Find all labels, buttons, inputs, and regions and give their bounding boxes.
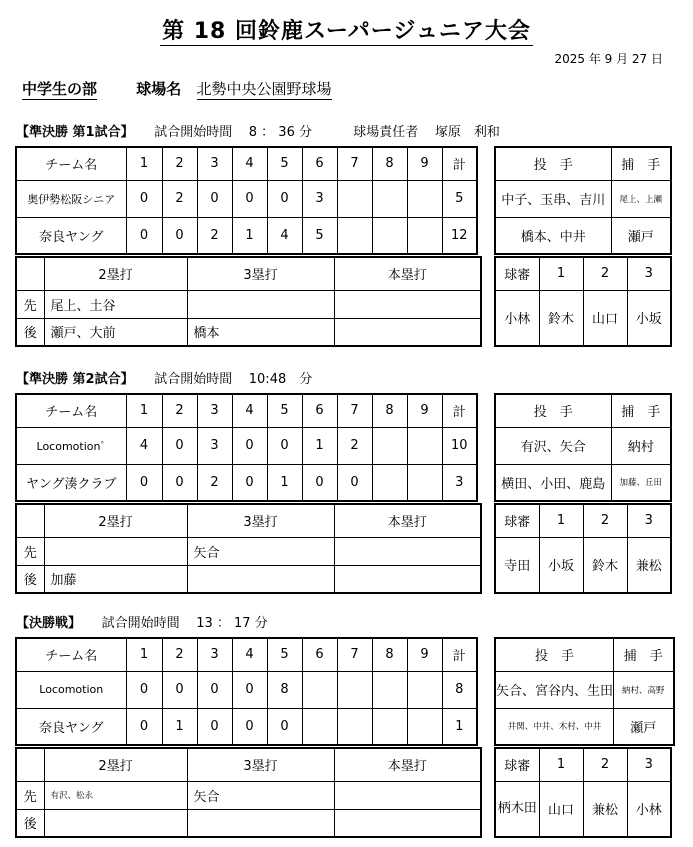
inning-score: 1 <box>162 708 197 745</box>
inning-score: 0 <box>232 464 267 501</box>
inning-score: 2 <box>197 217 232 254</box>
team-name: Locomotionﾟ <box>16 427 126 464</box>
batting-order-label: 先 <box>16 781 44 809</box>
team-name: Locomotion <box>16 671 126 708</box>
umpire-table <box>494 747 672 838</box>
umpire-header: 球審 <box>495 748 539 781</box>
inning-header: 7 <box>337 638 372 671</box>
inning-score: 2 <box>337 427 372 464</box>
start-time: 試合開始時間 8 ： 36 分 <box>133 125 312 140</box>
homerun-hitters <box>334 290 481 318</box>
total-header: 計 <box>442 147 477 180</box>
catcher-header: 捕 手 <box>611 394 671 427</box>
inning-score: 0 <box>232 427 267 464</box>
inning-score <box>337 708 372 745</box>
triple-hitters: 矢合 <box>187 537 334 565</box>
inning-header: 3 <box>197 147 232 180</box>
hits-corner <box>16 748 44 781</box>
batting-order-label: 先 <box>16 537 44 565</box>
triple-hitters <box>187 565 334 593</box>
team-header: チーム名 <box>16 394 126 427</box>
inning-score: 3 <box>197 427 232 464</box>
umpire-name: 鈴木 <box>583 537 627 593</box>
hits-header: 2塁打 <box>44 748 187 781</box>
umpire-table <box>494 256 672 347</box>
triple-hitters: 橋本 <box>187 318 334 346</box>
homerun-hitters <box>334 781 481 809</box>
hits-row <box>16 809 481 837</box>
catchers: 尾上、上瀬 <box>611 180 671 217</box>
inning-score: 0 <box>267 180 302 217</box>
pitcher-header: 投 手 <box>495 638 614 671</box>
homerun-hitters <box>334 318 481 346</box>
inning-header: 2 <box>162 147 197 180</box>
total-header: 計 <box>442 638 477 671</box>
inning-score: 2 <box>197 464 232 501</box>
hits-header: 本塁打 <box>334 748 481 781</box>
inning-score: 0 <box>126 217 162 254</box>
umpire-col-header: 2 <box>583 748 627 781</box>
batting-order-label: 後 <box>16 809 44 837</box>
inning-score <box>337 180 372 217</box>
inning-header: 5 <box>267 394 302 427</box>
hits-corner <box>16 257 44 290</box>
inning-score <box>337 217 372 254</box>
inning-header: 3 <box>197 638 232 671</box>
umpire-row <box>495 781 671 837</box>
venue-line <box>22 78 332 99</box>
pitchers: 中子、玉串、吉川 <box>495 180 611 217</box>
catchers: 納村、高野 <box>614 671 674 708</box>
pitchers: 矢合、宮谷内、生田 <box>495 671 614 708</box>
umpire-name: 小林 <box>627 781 671 837</box>
inning-score: 0 <box>232 180 267 217</box>
inning-score: 0 <box>126 708 162 745</box>
inning-score: 0 <box>232 708 267 745</box>
catchers: 納村 <box>611 427 671 464</box>
umpire-col-header: 3 <box>627 504 671 537</box>
umpire-col-header: 1 <box>539 748 583 781</box>
catchers: 瀬戸 <box>614 708 674 745</box>
hits-row <box>16 290 481 318</box>
umpire-name: 小坂 <box>627 290 671 346</box>
hits-header: 3塁打 <box>187 504 334 537</box>
hits-corner <box>16 504 44 537</box>
inning-header: 9 <box>407 394 442 427</box>
double-hitters <box>44 809 187 837</box>
battery-row <box>495 464 671 501</box>
inning-score: 1 <box>232 217 267 254</box>
inning-header: 2 <box>162 638 197 671</box>
hits-row <box>16 537 481 565</box>
team-total: 8 <box>442 671 477 708</box>
inning-header: 8 <box>372 147 407 180</box>
score-header-row <box>16 147 477 180</box>
battery-row <box>495 217 671 254</box>
inning-score: 0 <box>267 427 302 464</box>
hits-row <box>16 565 481 593</box>
team-row <box>16 427 477 464</box>
inning-header: 1 <box>126 394 162 427</box>
inning-score <box>372 671 407 708</box>
inning-header: 8 <box>372 394 407 427</box>
inning-score: 0 <box>197 180 232 217</box>
venue-name: 北勢中央公園野球場 <box>196 80 332 98</box>
umpire-row <box>495 537 671 593</box>
inning-score: 0 <box>197 708 232 745</box>
inning-score: 1 <box>302 427 337 464</box>
venue-label: 球場名 <box>136 80 182 98</box>
homerun-hitters <box>334 537 481 565</box>
game-header <box>16 121 500 140</box>
battery-row <box>495 671 674 708</box>
umpire-col-header: 2 <box>583 257 627 290</box>
inning-score: 0 <box>162 671 197 708</box>
team-header: チーム名 <box>16 638 126 671</box>
inning-header: 7 <box>337 394 372 427</box>
inning-score <box>337 671 372 708</box>
hits-header: 2塁打 <box>44 257 187 290</box>
umpire-name: 寺田 <box>495 537 539 593</box>
team-name: 奈良ヤング <box>16 217 126 254</box>
score-header-row <box>16 394 477 427</box>
inning-score: 4 <box>126 427 162 464</box>
hits-header: 本塁打 <box>334 257 481 290</box>
inning-header: 9 <box>407 147 442 180</box>
hits-row <box>16 781 481 809</box>
inning-header: 2 <box>162 394 197 427</box>
team-row <box>16 180 477 217</box>
umpire-name: 小坂 <box>539 537 583 593</box>
homerun-hitters <box>334 809 481 837</box>
double-hitters: 有沢、松永 <box>44 781 187 809</box>
umpire-table <box>494 503 672 594</box>
hits-header-row <box>16 257 481 290</box>
team-total: 12 <box>442 217 477 254</box>
game-header <box>16 612 268 631</box>
inning-score: 1 <box>267 464 302 501</box>
pitcher-header: 投 手 <box>495 394 611 427</box>
batting-order-label: 先 <box>16 290 44 318</box>
battery-table <box>494 393 672 502</box>
inning-score: 0 <box>267 708 302 745</box>
inning-score: 3 <box>302 180 337 217</box>
inning-score <box>407 427 442 464</box>
game-name: 【決勝戦】 <box>16 616 82 631</box>
inning-score <box>407 464 442 501</box>
inning-score <box>302 671 337 708</box>
inning-score <box>407 180 442 217</box>
inning-header: 6 <box>302 147 337 180</box>
hits-table <box>15 503 482 594</box>
team-name: 奈良ヤング <box>16 708 126 745</box>
hits-header-row <box>16 748 481 781</box>
catcher-header: 捕 手 <box>614 638 674 671</box>
inning-score <box>372 217 407 254</box>
score-table <box>15 146 478 255</box>
catchers: 加藤、丘田 <box>611 464 671 501</box>
total-header: 計 <box>442 394 477 427</box>
inning-header: 3 <box>197 394 232 427</box>
hits-header: 2塁打 <box>44 504 187 537</box>
pitchers: 井関、中井、木村、中井 <box>495 708 614 745</box>
inning-score: 4 <box>267 217 302 254</box>
umpire-name: 山口 <box>539 781 583 837</box>
umpire-header: 球審 <box>495 504 539 537</box>
inning-score <box>372 427 407 464</box>
double-hitters: 尾上、土谷 <box>44 290 187 318</box>
game-header <box>16 368 312 387</box>
umpire-col-header: 3 <box>627 748 671 781</box>
inning-header: 5 <box>267 638 302 671</box>
game-name: 【準決勝 第2試合】 <box>16 372 134 387</box>
team-row <box>16 464 477 501</box>
team-row <box>16 671 477 708</box>
umpire-name: 柄木田 <box>495 781 539 837</box>
team-row <box>16 708 477 745</box>
team-total: 10 <box>442 427 477 464</box>
pitchers: 橋本、中井 <box>495 217 611 254</box>
inning-score <box>372 708 407 745</box>
double-hitters: 加藤 <box>44 565 187 593</box>
inning-score: 0 <box>162 464 197 501</box>
team-name: ヤング湊クラブ <box>16 464 126 501</box>
inning-score <box>372 464 407 501</box>
pitcher-header: 投 手 <box>495 147 611 180</box>
inning-score: 2 <box>162 180 197 217</box>
umpire-col-header: 2 <box>583 504 627 537</box>
catcher-header: 捕 手 <box>611 147 671 180</box>
inning-header: 8 <box>372 638 407 671</box>
inning-header: 6 <box>302 394 337 427</box>
umpire-name: 小林 <box>495 290 539 346</box>
inning-header: 7 <box>337 147 372 180</box>
inning-header: 4 <box>232 147 267 180</box>
battery-row <box>495 427 671 464</box>
inning-score <box>302 708 337 745</box>
inning-score <box>407 217 442 254</box>
start-time: 試合開始時間 13 ： 17 分 <box>81 616 268 631</box>
umpire-name: 兼松 <box>583 781 627 837</box>
division-label: 中学生の部 <box>22 80 98 98</box>
inning-header: 1 <box>126 638 162 671</box>
team-name: 奥伊勢松阪シニア <box>16 180 126 217</box>
score-table <box>15 393 478 502</box>
inning-score: 0 <box>126 180 162 217</box>
team-total: 5 <box>442 180 477 217</box>
batting-order-label: 後 <box>16 318 44 346</box>
inning-score <box>407 671 442 708</box>
date: 2025 年 9 月 27 日 <box>554 52 663 66</box>
inning-score <box>407 708 442 745</box>
triple-hitters: 矢合 <box>187 781 334 809</box>
team-total: 3 <box>442 464 477 501</box>
hits-header: 3塁打 <box>187 257 334 290</box>
team-row <box>16 217 477 254</box>
battery-table <box>494 146 672 255</box>
umpire-name: 鈴木 <box>539 290 583 346</box>
inning-score: 0 <box>126 464 162 501</box>
inning-header: 9 <box>407 638 442 671</box>
score-header-row <box>16 638 477 671</box>
inning-header: 5 <box>267 147 302 180</box>
page-title: 第 18 回鈴鹿スーパージュニア大会 <box>162 19 531 44</box>
team-header: チーム名 <box>16 147 126 180</box>
inning-score: 0 <box>337 464 372 501</box>
triple-hitters <box>187 809 334 837</box>
inning-score: 5 <box>302 217 337 254</box>
inning-score: 0 <box>162 217 197 254</box>
battery-table <box>494 637 675 746</box>
umpire-row <box>495 290 671 346</box>
hits-row <box>16 318 481 346</box>
catchers: 瀬戸 <box>611 217 671 254</box>
inning-score: 0 <box>197 671 232 708</box>
inning-header: 6 <box>302 638 337 671</box>
umpire-name: 山口 <box>583 290 627 346</box>
umpire-col-header: 1 <box>539 504 583 537</box>
double-hitters <box>44 537 187 565</box>
triple-hitters <box>187 290 334 318</box>
battery-row <box>495 708 674 745</box>
inning-header: 1 <box>126 147 162 180</box>
inning-score: 0 <box>302 464 337 501</box>
hits-header-row <box>16 504 481 537</box>
hits-table <box>15 256 482 347</box>
hits-header: 3塁打 <box>187 748 334 781</box>
inning-header: 4 <box>232 394 267 427</box>
umpire-col-header: 1 <box>539 257 583 290</box>
inning-score: 0 <box>162 427 197 464</box>
inning-header: 4 <box>232 638 267 671</box>
inning-score: 0 <box>126 671 162 708</box>
pitchers: 有沢、矢合 <box>495 427 611 464</box>
umpire-header: 球審 <box>495 257 539 290</box>
umpire-col-header: 3 <box>627 257 671 290</box>
double-hitters: 瀬戸、大前 <box>44 318 187 346</box>
umpire-name: 兼松 <box>627 537 671 593</box>
team-total: 1 <box>442 708 477 745</box>
batting-order-label: 後 <box>16 565 44 593</box>
homerun-hitters <box>334 565 481 593</box>
inning-score: 8 <box>267 671 302 708</box>
hits-table <box>15 747 482 838</box>
start-time: 試合開始時間 10:48 分 <box>133 372 313 387</box>
hits-header: 本塁打 <box>334 504 481 537</box>
inning-score <box>372 180 407 217</box>
field-manager: 球場責任者 塚原 利和 <box>311 125 500 140</box>
game-name: 【準決勝 第1試合】 <box>16 125 134 140</box>
score-table <box>15 637 478 746</box>
pitchers: 横田、小田、鹿島 <box>495 464 611 501</box>
battery-row <box>495 180 671 217</box>
inning-score: 0 <box>232 671 267 708</box>
